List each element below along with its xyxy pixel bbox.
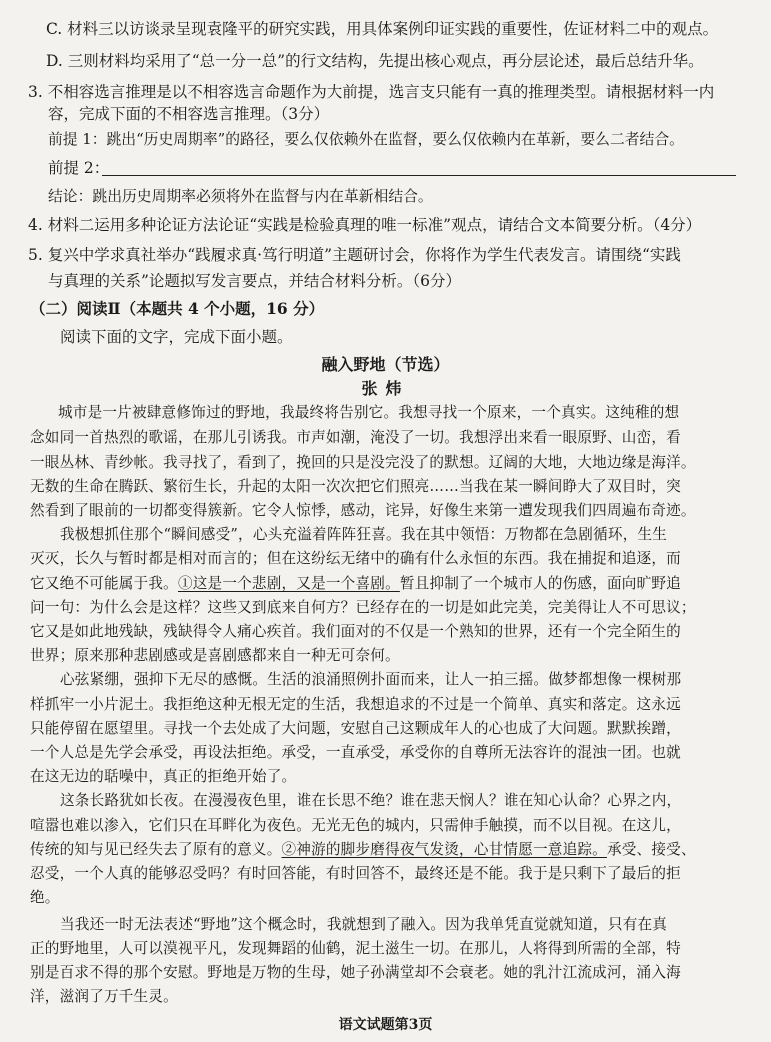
essay-line: 城市是一片被肆意修饰过的野地，我最终将告别它。我想寻找一个原来，一个真实。这纯稚的想 [58,404,680,421]
section-2-instruction: 阅读下面的文字，完成下面小题。 [60,328,293,346]
essay-line: 世界；原来那种悲剧感或是喜剧感都来自一种无可奈何。 [30,647,400,664]
option-c: C. 材料三以访谈录呈现袁隆平的研究实践，用具体案例印证实践的重要性，佐证材料二中的观点。 [46,20,719,38]
essay-line: 它又是如此地残缺，残缺得令人痛心疾首。我们面对的不仅是一个熟知的世界，还有一个完全陌生的 [30,623,681,640]
essay-line: 无数的生命在腾跃、繁衍生长，升起的太阳一次次把它们照亮……当我在某一瞬间睁大了双目时，突 [30,478,681,495]
essay-author: 张炜 [361,379,410,398]
essay-line: 我极想抓住那个“瞬间感受”，心头充溢着阵阵狂喜。我在其中领悟：万物都在急剧循环，生生 [60,526,668,543]
essay-line: 只能停留在愿望里。寻找一个去处成了大问题，安慰自己这颗成年人的心也成了大问题。默默挨蹭， [30,720,681,737]
essay-line: 问一句：为什么会是这样？这些又到底来自何方？已经存在的一切是如此完美，完美得让人不可思议； [30,599,696,616]
essay-line: 忍受，一个人真的能够忍受吗？有时回答能，有时回答不，最终还是不能。我于是只剩下了最后的拒 [30,865,681,882]
premise-2-label: 前提 2： [48,159,110,177]
underlined-sentence-1: ①这是一个悲剧，又是一个喜剧。 [177,575,400,592]
question-3-line2: 容，完成下面的不相容选言推理。（3分） [48,105,330,123]
question-5-line2: 与真理的关系”论题拟写发言要点，并结合材料分析。（6分） [48,272,462,290]
conclusion: 结论：跳出历史周期率必须将外在监督与内在革新相结合。 [48,188,433,205]
essay-line: 喧嚣也难以渗入，它们只在耳畔化为夜色。无光无色的城内，只需伸手触摸，而不以目视。在这儿， [30,817,681,834]
essay-line [30,839,696,861]
essay-title: 融入野地（节选） [321,355,450,374]
essay-line: 洋，滋润了万千生灵。 [30,988,178,1005]
essay-line: 在这无边的聒噪中，真正的拒绝开始了。 [30,768,297,785]
essay-line: 当我还一时无法表述“野地”这个概念时，我就想到了融入。因为我单凭直觉就知道，只有在真 [60,916,668,933]
underlined-sentence-2: ②神游的脚步磨得夜气发烫，心甘情愿一意追踪。 [281,841,607,858]
essay-line: 别是百求不得的那个安慰。野地是万物的生母，她子孙满堂却不会衰老。她的乳汁江流成河，涌入海 [30,964,681,981]
page-footer: 语文试题第3页 [338,1017,433,1033]
premise-2-answer-line[interactable] [102,175,736,176]
essay-line: 心弦紧绷，强抑下无尽的感慨。生活的浪涌照例扑面而来，让人一拍三摇。做梦都想像一棵树那 [60,671,682,688]
question-4: 4. 材料二运用多种论证方法论证“实践是检验真理的唯一标准”观点，请结合文本简要分析。（4分） [28,216,702,234]
option-d: D. 三则材料均采用了“总一分一总”的行文结构，先提出核心观点，再分层论述，最后总结升华。 [46,52,704,70]
essay-line-end: 承受、接受、 [606,841,696,858]
premise-1: 前提 1：跳出“历史周期率”的路径，要么仅依赖外在监督，要么仅依赖内在革新，要么二者结合。 [48,131,684,148]
essay-line: 灭灭，长久与暂时都是相对而言的；但在这纷纭无绪中的确有什么永恒的东西。我在捕捉和追逐，而 [30,550,681,567]
essay-line-end: 暂且抑制了一个城市人的伤感，面向旷野追 [399,575,681,592]
essay-line: 一个人总是先学会承受，再设法拒绝。承受，一直承受，承受你的自尊所无法容许的混浊一团。也就 [30,744,681,761]
question-3-line1: 3. 不相容选言推理是以不相容选言命题作为大前提，选言支只能有一真的推理类型。请根据材料一内 [28,83,715,101]
essay-line: 绝。 [30,889,60,906]
essay-line: 然看到了眼前的一切都变得簇新。它令人惊悸，感动，诧异，好像生来第一遭发现我们四周遍布奇迹。 [30,502,696,519]
essay-line-start: 它又绝不可能属于我。 [30,575,178,592]
essay-line: 念如同一首热烈的歌谣，在那儿引诱我。市声如潮，淹没了一切。我想浮出来看一眼原野、山峦，看 [30,429,681,446]
question-5-line1: 5. 复兴中学求真社举办“践履求真·笃行明道”主题研讨会，你将作为学生代表发言。请围绕“实践 [28,246,681,264]
essay-line: 正的野地里，人可以漠视平凡，发现舞蹈的仙鹤，泥土滋生一切。在那儿，人将得到所需的全部，特 [30,940,681,957]
essay-line-start: 传统的知与见已经失去了原有的意义。 [30,841,282,858]
section-2-heading: （二）阅读Ⅱ（本题共 4 个小题，16 分） [30,299,325,318]
essay-line: 样抓牢一小片泥土。我拒绝这种无根无定的生活，我想追求的不过是一个简单、真实和落定。这永远 [30,696,681,713]
essay-line [30,573,681,595]
essay-line: 一眼丛林、青纱帐。我寻找了，看到了，挽回的只是没完没了的默想。辽阔的大地，大地边缘是海洋。 [30,454,696,471]
essay-line: 这条长路犹如长夜。在漫漫夜色里，谁在长思不绝？谁在悲天悯人？谁在知心认命？心界之内， [60,792,682,809]
